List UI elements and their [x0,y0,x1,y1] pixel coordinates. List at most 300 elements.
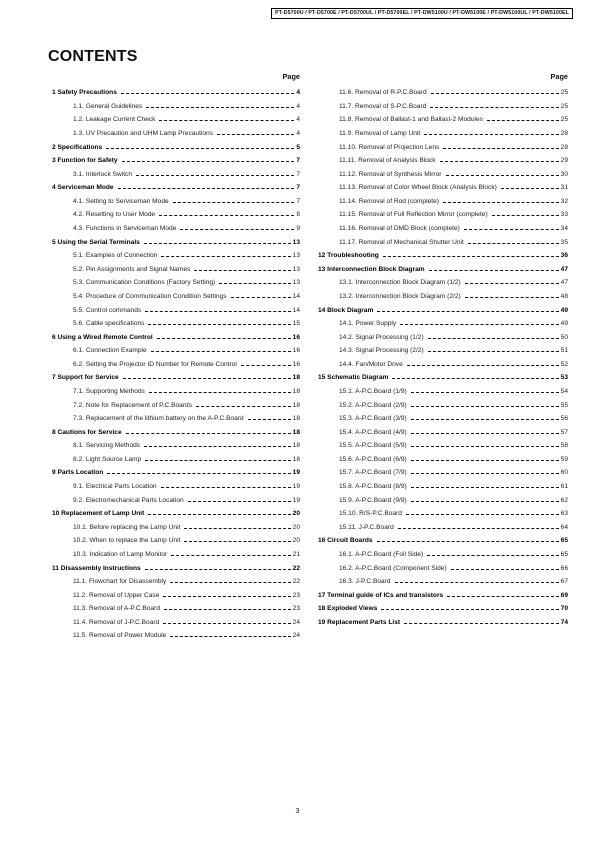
dot-leader [468,243,559,244]
dot-leader [411,460,559,461]
dot-leader [395,582,559,583]
toc-entry-label: 11.13. Removal of Color Wheel Block (Analysis Block) [339,184,497,192]
dot-leader [411,433,559,434]
toc-section-entry[interactable] [318,453,568,467]
toc-entry-label: 14 Block Diagram [318,306,374,314]
toc-section-entry[interactable] [318,330,568,344]
toc-entry-page: 15 [292,320,300,328]
dot-leader [492,215,559,216]
toc-chapter-entry[interactable] [52,235,300,249]
toc-entry-page: 65 [560,537,568,545]
toc-section-entry[interactable] [318,195,568,209]
page-number: 3 [295,808,300,815]
toc-entry-label: 15.8. A-P.C.Board (8/9) [339,483,407,491]
dot-leader [148,514,290,515]
toc-entry-label: 11.7. Removal of S-P.C.Board [339,102,427,110]
dot-leader [406,514,559,515]
page-column-heading: Page [282,72,300,81]
toc-entry-page: 64 [560,523,568,531]
toc-section-entry[interactable] [52,534,300,548]
toc-entry-label: 16.1. A-P.C.Board (Foil Side) [339,550,424,558]
toc-entry-page: 13 [292,238,300,246]
toc-entry-label: 15.10. R/S-P.C.Board [339,510,402,518]
toc-entry-page: 47 [560,265,568,273]
dot-leader [123,378,291,379]
toc-entry-page: 49 [560,320,568,328]
dot-leader [424,134,558,135]
toc-entry-label: 16.3. J-P.C.Board [339,578,391,586]
toc-section-entry[interactable] [52,195,300,209]
dot-leader [411,446,559,447]
toc-chapter-entry[interactable] [318,263,568,277]
toc-entry-page: 48 [560,292,568,300]
toc-entry-page: 7 [296,170,300,178]
toc-section-entry[interactable] [318,222,568,236]
toc-chapter-entry[interactable] [52,181,300,195]
toc-section-entry[interactable] [52,548,300,562]
toc-entry-page: 31 [560,184,568,192]
toc-entry-page: 33 [560,211,568,219]
dot-leader [377,541,559,542]
toc-entry-page: 20 [292,537,300,545]
toc-entry-label: 12 Troubleshooting [318,252,379,260]
toc-entry-label: 9.2. Electromechanical Parts Location [73,496,184,504]
dot-leader [144,446,291,447]
dot-leader [427,555,558,556]
toc-entry-label: 5.5. Control commands [73,306,142,314]
dot-leader [443,202,559,203]
page-column-heading: Page [550,72,568,81]
dot-leader [431,93,559,94]
dot-leader [383,256,559,257]
toc-entry-page: 28 [560,143,568,151]
toc-entry-label: 8 Cautions for Service [52,428,122,436]
toc-entry-label: 4.1. Setting to Serviceman Mode [73,197,169,205]
dot-leader [122,161,295,162]
dot-leader [440,161,559,162]
toc-section-entry[interactable] [52,588,300,602]
dot-leader [146,107,294,108]
dot-leader [381,609,558,610]
toc-entry-label: 8.1. Servicing Methods [73,442,141,450]
dot-leader [404,623,559,624]
toc-entry-page: 7 [296,184,300,192]
toc-entry-label: 10.1. Before replacing the Lamp Unit [73,523,181,531]
dot-leader [501,188,559,189]
toc-entry-page: 70 [560,605,568,613]
dot-leader [465,283,559,284]
toc-entry-label: 9 Parts Location [52,469,104,477]
toc-entry-label: 15.9. A-P.C.Board (9/9) [339,496,407,504]
dot-leader [231,297,291,298]
toc-entry-page: 19 [292,496,300,504]
toc-entry-page: 16 [292,360,300,368]
toc-chapter-entry[interactable] [318,534,568,548]
toc-entry-label: 11.12. Removal of Synthesis Mirror [339,170,442,178]
toc-entry-label: 11.3. Removal of A-P.C.Board [73,605,160,613]
dot-leader [184,528,290,529]
dot-leader [170,582,290,583]
toc-entry-page: 23 [292,605,300,613]
toc-section-entry[interactable] [52,113,300,127]
toc-section-entry[interactable] [52,344,300,358]
toc-entry-page: 18 [292,442,300,450]
toc-section-entry[interactable] [318,154,568,168]
toc-entry-label: 4.3. Functions in Serviceman Mode [73,225,177,233]
toc-chapter-entry[interactable] [318,588,568,602]
toc-chapter-entry[interactable] [318,616,568,630]
toc-chapter-entry[interactable] [52,86,300,100]
toc-entry-label: 11.16. Removal of DMD Block (complete) [339,225,460,233]
toc-section-entry[interactable] [52,480,300,494]
toc-section-entry[interactable] [318,235,568,249]
toc-section-entry[interactable] [52,493,300,507]
toc-entry-page: 16 [292,333,300,341]
dot-leader [145,569,291,570]
dot-leader [149,392,291,393]
dot-leader [407,365,559,366]
toc-entry-label: 3 Function for Safety [52,157,118,165]
toc-chapter-entry[interactable] [52,154,300,168]
dot-leader [411,487,559,488]
dot-leader [446,175,559,176]
toc-entry-label: 19 Replacement Parts List [318,618,401,626]
toc-entry-page: 5 [296,143,300,151]
toc-entry-label: 13.1. Interconnection Block Diagram (1/2) [339,279,461,287]
toc-column-left [52,71,300,643]
toc-entry-label: 16.2. A-P.C.Board (Component Side) [339,564,447,572]
toc-chapter-entry[interactable] [52,466,300,480]
toc-entry-label: 14.1. Power Supply [339,320,397,328]
toc-section-entry[interactable] [318,439,568,453]
toc-entry-label: 5.4. Procedure of Communication Condition Settings [73,292,227,300]
toc-entry-page: 22 [292,578,300,586]
dot-leader [411,406,559,407]
dot-leader [430,107,558,108]
toc-section-entry[interactable] [52,385,300,399]
dot-leader [443,148,558,149]
dot-leader [161,487,291,488]
dot-leader [217,134,294,135]
toc-entry-page: 18 [292,401,300,409]
toc-entry-label: 6 Using a Wired Remote Control [52,333,153,341]
toc-entry-page: 32 [560,197,568,205]
toc-entry-label: 18 Exploded Views [318,605,378,613]
toc-entry-label: 11.8. Removal of Ballast-1 and Ballast-2 Modules [339,116,483,124]
dot-leader [145,311,290,312]
toc-entry-label: 11.15. Removal of Full Reflection Mirror (complete) [339,211,488,219]
toc-entry-label: 3.1. Interlock Switch [73,170,133,178]
toc-entry-page: 49 [560,306,568,314]
dot-leader [164,609,291,610]
toc-section-entry[interactable] [52,521,300,535]
dot-leader [184,541,290,542]
toc-entry-page: 7 [296,197,300,205]
toc-chapter-entry[interactable] [52,371,300,385]
toc-entry-page: 25 [560,102,568,110]
toc-entry-page: 23 [292,591,300,599]
toc-entry-page: 47 [560,279,568,287]
toc-section-entry[interactable] [318,385,568,399]
toc-section-entry[interactable] [318,412,568,426]
toc-section-entry[interactable] [318,575,568,589]
toc-section-entry[interactable] [318,167,568,181]
toc-entry-label: 15 Schematic Diagram [318,374,389,382]
toc-entry-label: 15.1. A-P.C.Board (1/9) [339,388,407,395]
dot-leader [171,555,290,556]
toc-section-entry[interactable] [52,317,300,331]
toc-entry-page: 34 [560,225,568,233]
dot-leader [398,528,559,529]
toc-entry-page: 69 [560,591,568,599]
toc-entry-page: 21 [292,550,300,558]
toc-entry-page: 18 [292,428,300,436]
toc-chapter-entry[interactable] [318,303,568,317]
toc-entry-label: 4 Serviceman Mode [52,184,114,192]
toc-entry-page: 4 [296,116,300,124]
toc-entry-label: 16 Circuit Boards [318,537,373,545]
toc-section-entry[interactable] [318,181,568,195]
toc-entry-label: 8.2. Light Source Lamp [73,455,142,463]
toc-entry-label: 5.3. Communication Conditions (Factory Setting) [73,279,216,287]
toc-entry-page: 63 [560,510,568,518]
toc-entry-page: 13 [292,279,300,287]
toc-entry-label: 7.1. Supporting Methods [73,388,145,395]
toc-entry-page: 4 [296,102,300,110]
toc-section-entry[interactable] [318,466,568,480]
toc-entry-page: 50 [560,333,568,341]
toc-entry-label: 7.3. Replacement of the lithium battery on the A-P.C.Board [73,415,244,423]
toc-entry-page: 4 [296,130,300,138]
toc-entry-label: 5.1. Examples of Connection [73,252,158,260]
toc-entry-page: 8 [296,211,300,219]
toc-entry-page: 4 [296,89,300,97]
toc-section-entry[interactable] [52,127,300,141]
toc-entry-page: 51 [560,347,568,355]
toc-section-entry[interactable] [318,86,568,100]
toc-entry-page: 18 [292,374,300,382]
toc-entry-label: 11.1. Flowchart for Disassembly [73,578,167,586]
toc-section-entry[interactable] [52,398,300,412]
toc-entry-page: 57 [560,428,568,436]
toc-section-entry[interactable] [318,521,568,535]
toc-entry-label: 5 Using the Serial Terminals [52,238,140,246]
dot-leader [161,256,290,257]
toc-section-entry[interactable] [52,222,300,236]
dot-leader [188,501,291,502]
toc-section-entry[interactable] [52,263,300,277]
dot-leader [170,636,290,637]
toc-entry-label: 6.1. Connection Example [73,347,147,355]
toc-section-entry[interactable] [318,398,568,412]
toc-section-entry[interactable] [318,276,568,290]
toc-chapter-entry[interactable] [52,507,300,521]
dot-leader [121,93,294,94]
toc-entry-page: 14 [292,306,300,314]
toc-section-entry[interactable] [52,629,300,643]
toc-entry-label: 4.2. Resetting to User Mode [73,211,156,219]
toc-chapter-entry[interactable] [52,330,300,344]
toc-entry-page: 19 [292,483,300,491]
dot-leader [180,229,294,230]
dot-leader [106,148,294,149]
toc-entry-label: 15.2. A-P.C.Board (2/9) [339,401,407,409]
toc-section-entry[interactable] [52,249,300,263]
page-title: CONTENTS [48,48,138,65]
toc-entry-page: 54 [560,388,568,395]
toc-entry-label: 13.2. Interconnection Block Diagram (2/2) [339,292,461,300]
toc-entry-label: 1.3. UV Precaution and UHM Lamp Precautions [73,130,214,138]
toc-section-entry[interactable] [318,561,568,575]
toc-section-entry[interactable] [318,425,568,439]
toc-chapter-entry[interactable] [318,602,568,616]
toc-section-entry[interactable] [318,127,568,141]
toc-section-entry[interactable] [318,317,568,331]
toc-entry-label: 10.2. When to replace the Lamp Unit [73,537,181,545]
toc-entry-page: 56 [560,415,568,423]
dot-leader [400,324,558,325]
toc-section-entry[interactable] [318,100,568,114]
toc-entry-label: 9.1. Electrical Parts Location [73,483,157,491]
toc-section-entry[interactable] [52,616,300,630]
toc-section-entry[interactable] [52,276,300,290]
dot-leader [173,202,295,203]
model-numbers-header: PT-D5700U / PT-D5700E / PT-D5700UL / PT-D5700EL / PT-DW5100U / PT-DW5100E / PT-DW5100UL / PT-DW5100EL [271,8,573,19]
toc-entry-label: 1.2. Leakage Current Check [73,116,156,124]
toc-chapter-entry[interactable] [52,561,300,575]
toc-section-entry[interactable] [318,208,568,222]
toc-section-entry[interactable] [52,100,300,114]
dot-leader [107,473,290,474]
toc-entry-label: 5.2. Pin Assignments and Signal Names [73,265,191,273]
toc-entry-label: 1.1. General Guidelines [73,102,143,110]
toc-entry-label: 10.3. Indication of Lamp Monitor [73,550,168,558]
toc-entry-page: 18 [292,455,300,463]
toc-entry-label: 7 Support for Service [52,374,119,382]
toc-entry-page: 30 [560,170,568,178]
toc-entry-page: 53 [560,374,568,382]
toc-entry-page: 29 [560,157,568,165]
toc-entry-page: 74 [560,618,568,626]
toc-section-entry[interactable] [318,290,568,304]
toc-entry-page: 62 [560,496,568,504]
toc-section-entry[interactable] [52,303,300,317]
toc-column-right [318,71,568,629]
dot-leader [428,351,559,352]
toc-entry-page: 66 [560,564,568,572]
toc-section-entry[interactable] [52,167,300,181]
dot-leader [447,596,558,597]
dot-leader [145,460,290,461]
toc-entry-label: 11.2. Removal of Upper Case [73,591,160,599]
dot-leader [464,229,559,230]
toc-entry-page: 61 [560,483,568,491]
toc-entry-label: 2 Specifications [52,143,103,151]
toc-entry-page: 19 [292,469,300,477]
dot-leader [219,283,290,284]
toc-section-entry[interactable] [318,358,568,372]
toc-entry-label: 11.11. Removal of Analysis Block [339,157,436,165]
toc-entry-label: 10 Replacement of Lamp Unit [52,510,145,518]
toc-entry-label: 11.14. Removal of Rod (complete) [339,197,439,205]
dot-leader [144,243,291,244]
dot-leader [157,338,291,339]
toc-entry-page: 14 [292,292,300,300]
toc-entry-page: 55 [560,401,568,409]
toc-chapter-entry[interactable] [52,425,300,439]
toc-section-entry[interactable] [52,602,300,616]
toc-section-entry[interactable] [318,140,568,154]
toc-entry-label: 11.17. Removal of Mechanical Shutter Unit [339,238,464,246]
dot-leader [451,569,559,570]
toc-entry-label: 15.6. A-P.C.Board (6/9) [339,455,407,463]
dot-leader [392,378,558,379]
toc-entry-label: 15.5. A-P.C.Board (5/9) [339,442,407,450]
toc-entry-label: 14.4. Fan/Motor Drive [339,360,403,368]
toc-section-entry[interactable] [318,507,568,521]
toc-entry-label: 17 Terminal guide of ICs and transistors [318,591,444,599]
dot-leader [196,406,291,407]
toc-entry-page: 22 [292,564,300,572]
toc-chapter-entry[interactable] [52,140,300,154]
toc-entry-page: 59 [560,455,568,463]
toc-entry-page: 16 [292,347,300,355]
toc-section-entry[interactable] [52,575,300,589]
dot-leader [136,175,294,176]
toc-entry-label: 11 Disassembly Instructions [52,564,141,572]
toc-section-entry[interactable] [318,113,568,127]
dot-leader [428,338,559,339]
toc-entry-label: 11.10. Removal of Projection Lens [339,143,440,151]
dot-leader [148,324,290,325]
toc-section-entry[interactable] [318,344,568,358]
dot-leader [465,297,559,298]
dot-leader [194,270,290,271]
toc-section-entry[interactable] [52,290,300,304]
dot-leader [248,419,291,420]
toc-section-entry[interactable] [318,493,568,507]
toc-section-entry[interactable] [52,439,300,453]
toc-entry-page: 60 [560,469,568,477]
dot-leader [151,351,291,352]
toc-entry-page: 28 [560,130,568,138]
dot-leader [163,623,290,624]
toc-chapter-entry[interactable] [318,371,568,385]
toc-entry-label: 15.11. J-P.C.Board [339,523,394,531]
dot-leader [411,419,559,420]
toc-entry-page: 24 [292,618,300,626]
toc-entry-label: 1 Safety Precautions [52,89,117,97]
toc-entry-label: 11.6. Removal of R-P.C.Board [339,89,427,97]
toc-chapter-entry[interactable] [318,249,568,263]
dot-leader [411,501,559,502]
toc-section-entry[interactable] [52,453,300,467]
dot-leader [429,270,559,271]
toc-section-entry[interactable] [52,358,300,372]
toc-entry-label: 11.5. Removal of Power Module [73,632,167,640]
toc-entry-page: 65 [560,550,568,558]
toc-entry-label: 7.2. Note for Replacement of P.C.Boards [73,401,192,409]
toc-entry-label: 15.4. A-P.C.Board (4/9) [339,428,407,436]
toc-entry-page: 67 [560,578,568,586]
toc-section-entry[interactable] [318,480,568,494]
toc-section-entry[interactable] [52,412,300,426]
toc-section-entry[interactable] [318,548,568,562]
toc-section-entry[interactable] [52,208,300,222]
toc-entry-page: 20 [292,510,300,518]
toc-entry-page: 13 [292,265,300,273]
dot-leader [411,392,559,393]
